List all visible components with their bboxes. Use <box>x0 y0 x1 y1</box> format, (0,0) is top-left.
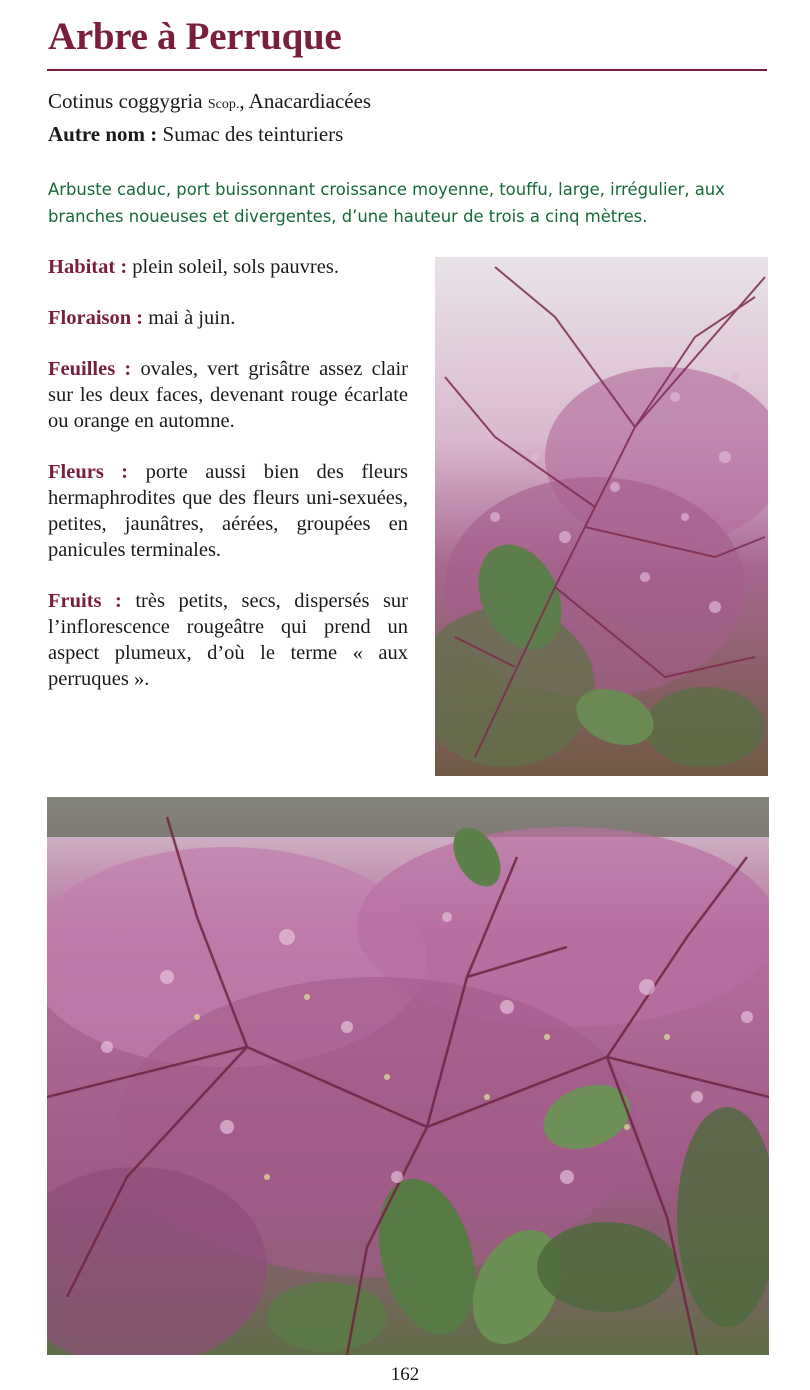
title-underline <box>47 69 767 71</box>
other-name-label: Autre nom : <box>48 122 158 146</box>
section-text: plein soleil, sols pauvres. <box>127 256 339 278</box>
section-habitat <box>48 254 408 280</box>
shrub-flowers-photo <box>47 797 769 1355</box>
section-label: Floraison : <box>48 307 144 329</box>
scientific-name: Cotinus coggygria <box>48 89 203 113</box>
section-text: porte aussi bien des fleurs hermaphrodites que des fleurs uni-sexuées, petites, jaunâtres, aérées, groupées en panicules terminales. <box>48 461 409 561</box>
section-label: Fruits : <box>48 590 122 612</box>
page-number: 162 <box>390 1364 420 1385</box>
section-feuilles <box>48 356 408 434</box>
section-floraison <box>48 305 408 331</box>
plant-family: , Anacardiacées <box>239 89 372 113</box>
section-fleurs <box>48 459 408 563</box>
section-label: Feuilles : <box>48 358 132 380</box>
other-name-value: Sumac des teinturiers <box>157 122 344 146</box>
scientific-author: Scop. <box>207 97 240 112</box>
plant-description: Arbuste caduc, port buissonnant croissance moyenne, touffu, large, irrégulier, aux branches noueuses et divergentes, d’une hauteur de trois a cinq mètres. <box>48 180 725 226</box>
page-title: Arbre à Perruque <box>48 15 342 58</box>
section-text: très petits, secs, dispersés sur l’inflorescence rougeâtre qui prend un aspect plumeux, d’où le terme « aux perruques ». <box>48 590 408 690</box>
plant-details <box>48 254 408 717</box>
scientific-name-line <box>48 89 371 114</box>
section-label: Habitat : <box>48 256 128 278</box>
section-text: ovales, vert grisâtre assez clair sur les deux faces, devenant rouge écarlate ou orange en automne. <box>48 358 408 432</box>
section-fruits <box>48 588 408 692</box>
other-name-line <box>48 122 343 147</box>
section-text: mai à juin. <box>143 307 236 329</box>
section-label: Fleurs : <box>48 461 129 483</box>
shrub-branch-photo <box>435 257 768 776</box>
